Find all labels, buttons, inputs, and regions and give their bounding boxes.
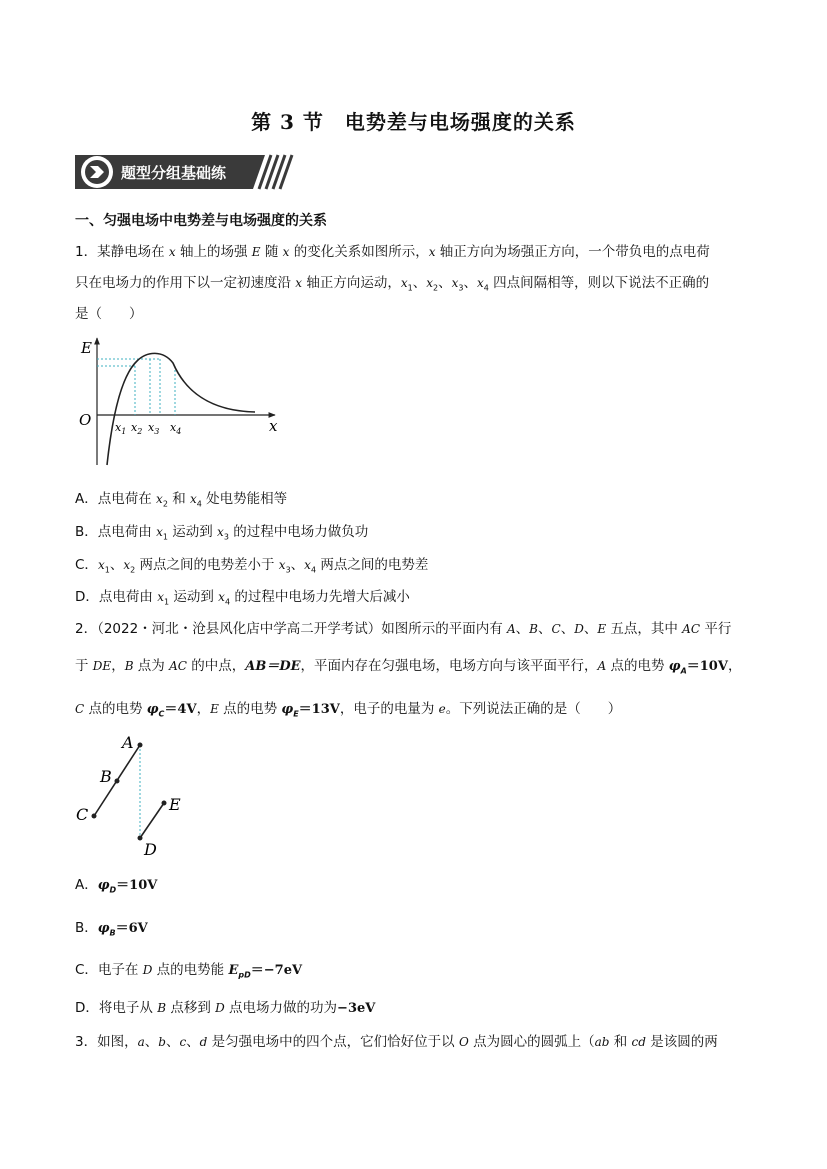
q2-line3: C 点的电势 $\varphi_C=4V$，E 点的电势 $\varphi_E=13V$，电子的电量为 e。下列说法正确的是（ ） <box>75 701 622 719</box>
tick-x3: $x_3$ <box>148 421 160 436</box>
y-axis-label: E <box>81 339 92 357</box>
q2-option-b[interactable]: B．$\varphi_B=6V$ <box>75 920 148 938</box>
q1-line1: 1．某静电场在 x 轴上的场强 E 随 x 的变化关系如图所示，x 轴正方向为场强正方向，一个带负电的点电荷 <box>75 244 710 260</box>
q1-graph <box>75 333 285 468</box>
q1-line2: 只在电场力的作用下以一定初速度沿 x 轴正方向运动，$x_1$、$x_2$、$x_3$、$x_4$ 四点间隔相等，则以下说法不正确的 <box>75 275 710 293</box>
section-banner <box>75 152 297 192</box>
banner-logo-icon <box>81 156 113 188</box>
q1-option-c[interactable]: C．$x_1$、$x_2$ 两点之间的电势差小于 $x_3$、$x_4$ 两点之间的电势差 <box>75 557 429 575</box>
q2-option-c[interactable]: C．电子在 D 点的电势能 $E_{pD}=-7eV$ <box>75 962 303 980</box>
q2-diagram <box>72 730 192 858</box>
tick-x4: $x_4$ <box>170 421 182 436</box>
q2-line1: 2．（2022・河北・沧县风化店中学高二开学考试）如图所示的平面内有 A、B、C、D、E 五点，其中 AC 平行 <box>75 621 732 637</box>
tick-x2: $x_2$ <box>131 421 143 436</box>
q1-option-a[interactable]: A．点电荷在 $x_2$ 和 $x_4$ 处电势能相等 <box>75 491 288 509</box>
x-axis-label: x <box>269 417 278 435</box>
q2-option-a[interactable]: A．$\varphi_D=10V$ <box>75 877 158 895</box>
point-e-label: E <box>169 795 181 814</box>
q1-option-b[interactable]: B．点电荷由 $x_1$ 运动到 $x_3$ 的过程中电场力做负功 <box>75 524 369 542</box>
origin-label: O <box>79 411 92 429</box>
q1-option-d[interactable]: D．点电荷由 $x_1$ 运动到 $x_4$ 的过程中电场力先增大后减小 <box>75 589 410 607</box>
q3-line1: 3．如图，a、b、c、d 是匀强电场中的四个点，它们恰好位于以 O 点为圆心的圆弧上（ab 和 cd 是该圆的两 <box>75 1034 718 1050</box>
section-heading: 一、匀强电场中电势差与电场强度的关系 <box>75 213 327 229</box>
point-d-label: D <box>144 840 157 858</box>
point-c-label: C <box>76 805 89 824</box>
point-a-label: A <box>122 733 134 752</box>
e-field-curve <box>107 353 255 465</box>
segment-de <box>140 803 164 838</box>
banner-label: 题型分组基础练 <box>121 164 227 182</box>
tick-x1: $x_1$ <box>115 421 127 436</box>
q1-line3: 是（ ） <box>75 306 143 322</box>
q2-option-d[interactable]: D．将电子从 B 点移到 D 点电场力做的功为−3eV <box>75 1000 376 1016</box>
page-title: 第 3 节 电势差与电场强度的关系 <box>251 110 576 134</box>
q2-line2: 于 DE，B 点为 AC 的中点，AB＝DE，平面内存在匀强电场，电场方向与该平面平行，A 点的电势 $\varphi_A=10V$， <box>75 658 742 676</box>
point-b-label: B <box>100 767 112 786</box>
